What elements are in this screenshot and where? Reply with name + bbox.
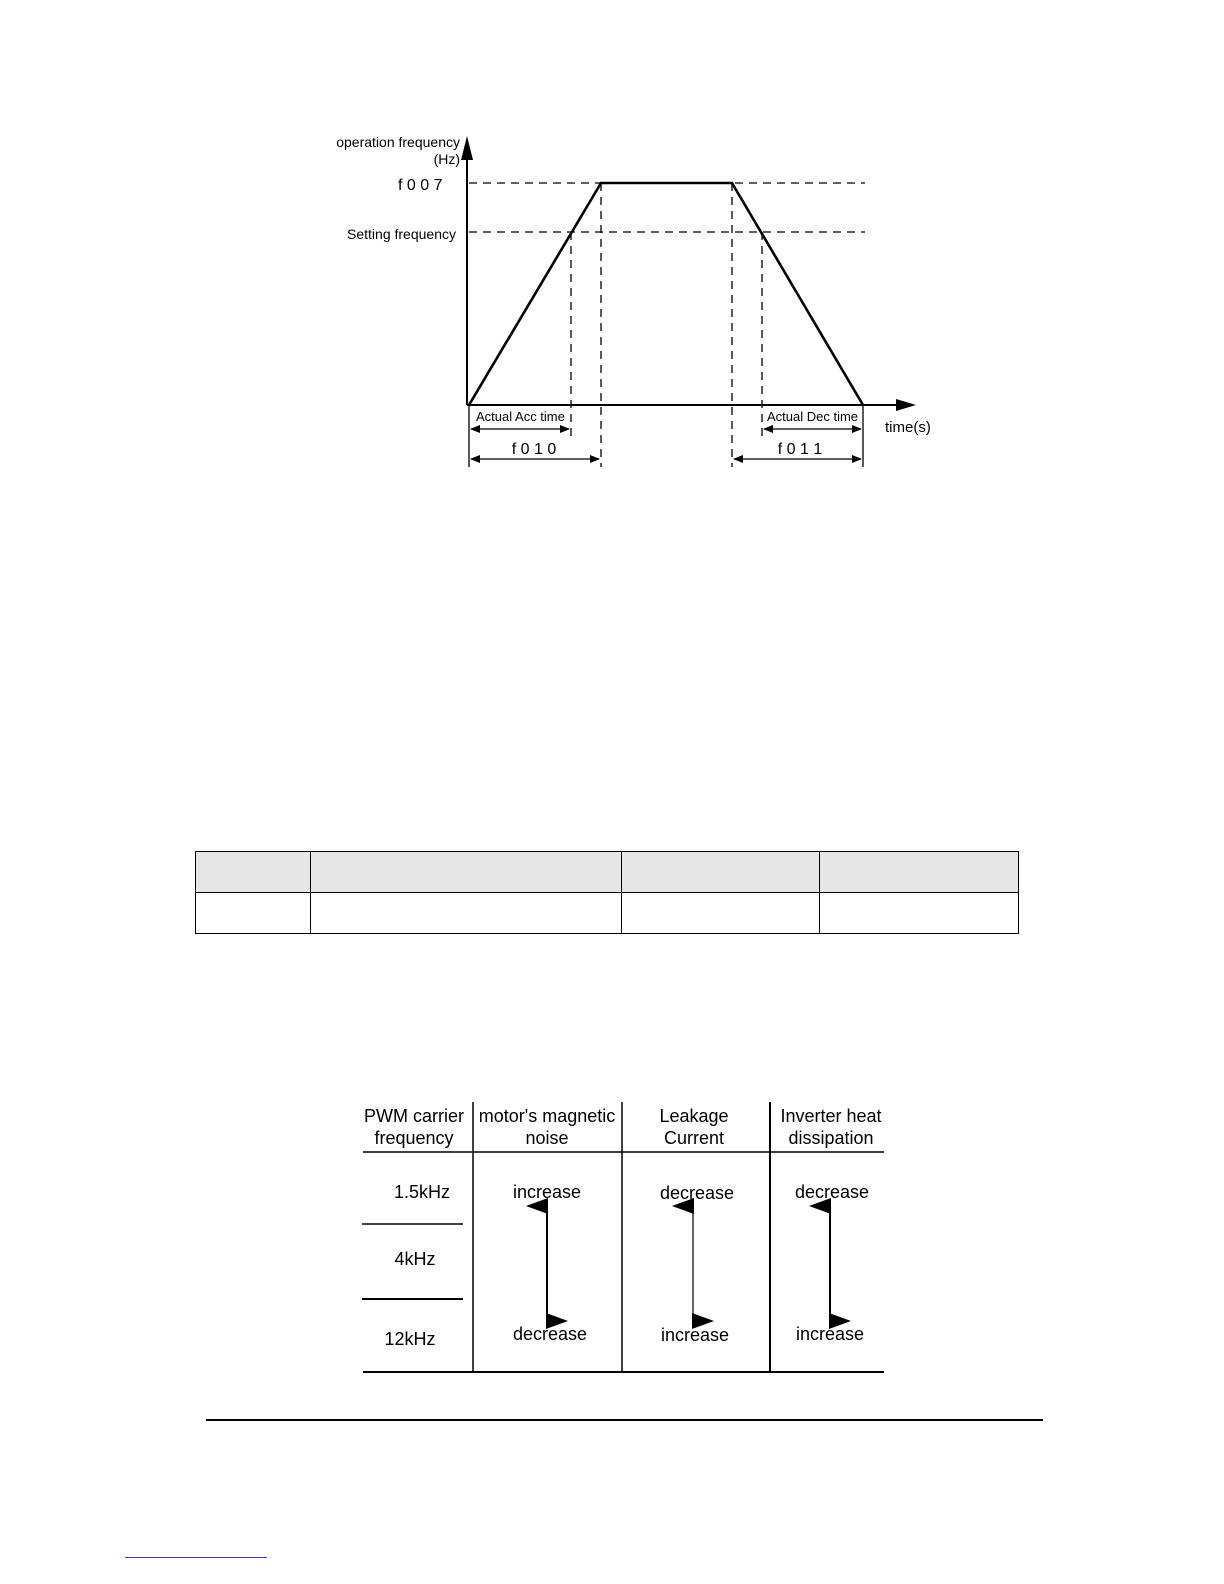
footer-link-underline[interactable] (125, 1557, 267, 1558)
frequency-4khz: 4kHz (394, 1249, 436, 1269)
parameter-table-header (196, 852, 1019, 893)
header-motor-noise: motor's magnetic (478, 1106, 616, 1126)
actual-acc-label: Actual Acc time (476, 409, 565, 424)
header-leakage-current: Leakage (659, 1106, 729, 1126)
header-motor-noise: noise (525, 1128, 569, 1148)
heat-bottom: increase (795, 1324, 865, 1344)
table-cell (820, 893, 1019, 934)
header-pwm-carrier: PWM carrier (364, 1106, 464, 1126)
header-cell (820, 852, 1019, 893)
header-cell (196, 852, 311, 893)
frequency-profile (469, 183, 863, 405)
leakage-bottom: increase (660, 1325, 730, 1345)
actual-dec-label: Actual Dec time (767, 409, 859, 424)
table-row (196, 893, 1019, 934)
header-pwm-carrier: frequency (374, 1128, 454, 1148)
table-cell (622, 893, 820, 934)
acc-dec-diagram (0, 0, 1224, 560)
frequency-12khz: 12kHz (384, 1329, 436, 1349)
setting-frequency-label: Setting frequency (347, 226, 456, 242)
footer-divider (206, 1419, 1043, 1421)
f007-label: f 0 0 7 (398, 177, 443, 194)
noise-top: increase (512, 1182, 582, 1202)
acc-param-label: f 0 1 0 (511, 441, 557, 458)
x-axis-label: time(s) (885, 419, 931, 436)
leakage-top: decrease (659, 1183, 735, 1203)
header-leakage-current: Current (663, 1128, 725, 1148)
parameter-table (195, 851, 1019, 934)
header-heat-dissipation: dissipation (788, 1128, 874, 1148)
y-axis-label: operation frequency (336, 134, 460, 150)
x-axis-arrow-icon (896, 399, 916, 411)
dec-param-label: f 0 1 1 (777, 441, 823, 458)
table-cell (311, 893, 622, 934)
noise-bottom: decrease (512, 1324, 588, 1344)
y-axis-arrow-icon (461, 136, 473, 160)
header-cell (311, 852, 622, 893)
heat-top: decrease (794, 1182, 870, 1202)
header-cell (622, 852, 820, 893)
frequency-1-5khz: 1.5kHz (393, 1182, 451, 1202)
header-heat-dissipation: Inverter heat (780, 1106, 882, 1126)
table-cell (196, 893, 311, 934)
y-axis-unit: (Hz) (433, 151, 460, 167)
